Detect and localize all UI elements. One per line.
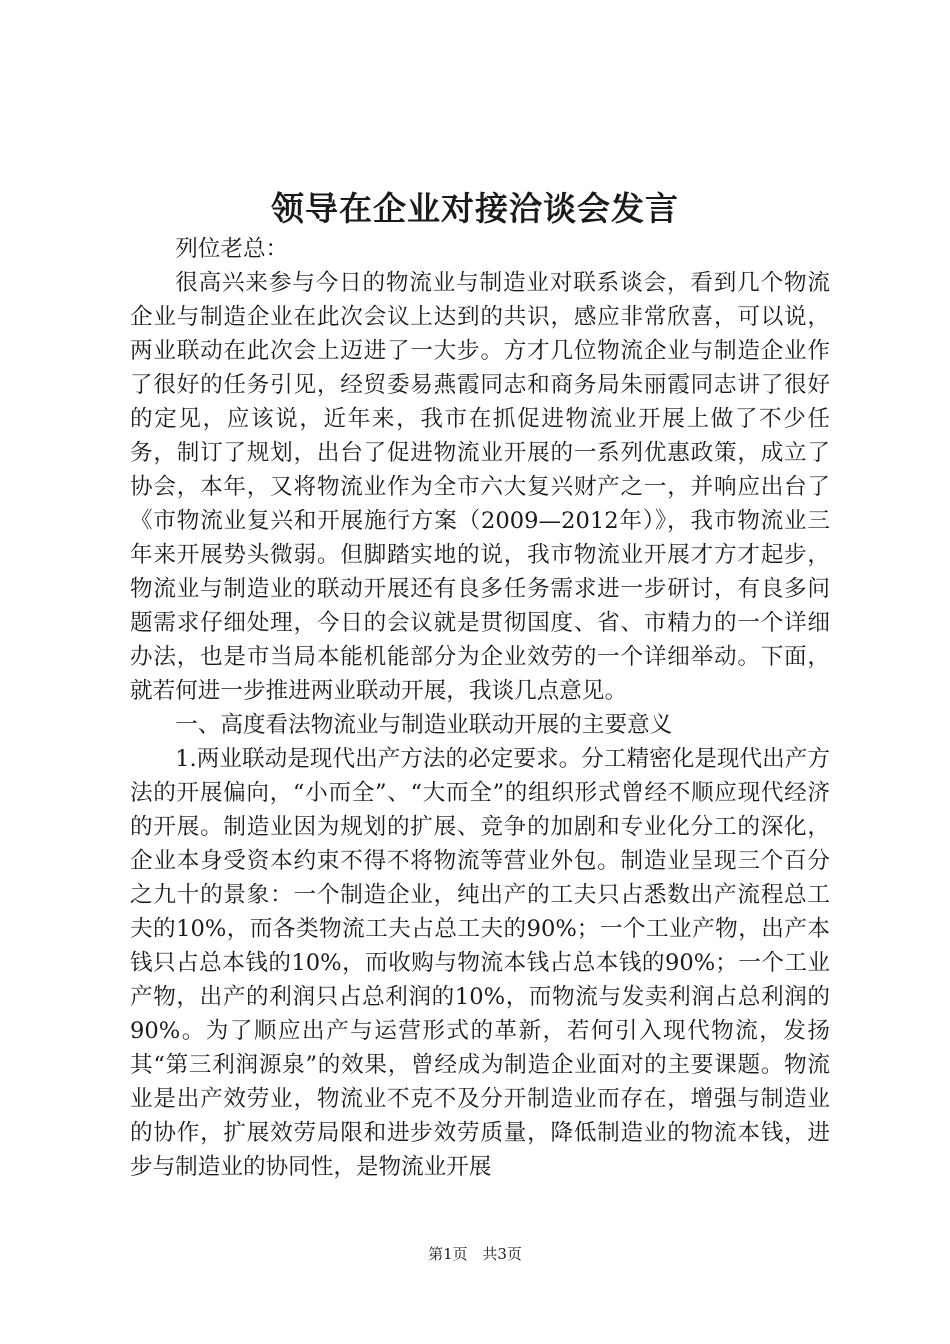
page-footer bbox=[0, 1244, 950, 1264]
page-number: 第1页 bbox=[428, 1245, 468, 1263]
document-body bbox=[130, 232, 830, 1184]
paragraph-point-1: 1.两业联动是现代出产方法的必定要求。分工精密化是现代出产方法的开展偏向，“小而全”、“大而全”的组织形式曾经不顺应现代经济的开展。制造业因为规划的扩展、竞争的加剧和专业化分工的深化，企业本身受资本约束不得不将物流等营业外包。制造业呈现三个百分之九十的景象：一个制造企业，纯出产的工夫只占悉数出产流程总工夫的10%，而各类物流工夫占总工夫的90%；一个工业产物，出产本钱只占总本钱的10%，而收购与物流本钱占总本钱的90%；一个工业产物，出产的利润只占总利润的10%，而物流与发卖利润占总利润的90%。为了顺应出产与运营形式的革新，若何引入现代物流，发扬其“第三利润源泉”的效果，曾经成为制造企业面对的主要课题。物流业是出产效劳业，物流业不克不及分开制造业而存在，增强与制造业的协作，扩展效劳局限和进步效劳质量，降低制造业的物流本钱，进步与制造业的协同性，是物流业开展 bbox=[130, 746, 830, 1180]
document-title: 领导在企业对接洽谈会发言 bbox=[271, 189, 679, 228]
paragraph-intro: 很高兴来参与今日的物流业与制造业对联系谈会，看到几个物流企业与制造企业在此次会议上达到的共识，感应非常欣喜，可以说，两业联动在此次会上迈进了一大步。方才几位物流企业与制造企业作了很好的任务引见，经贸委易燕霞同志和商务局朱丽霞同志讲了很好的定见，应该说，近年来，我市在抓促进物流业开展上做了不少任务，制订了规划，出台了促进物流业开展的一系列优惠政策，成立了协会，本年，又将物流业作为全市六大复兴财产之一，并响应出台了《市物流业复兴和开展施行方案（2009—2012年）》，我市物流业三年来开展势头微弱。但脚踏实地的说，我市物流业开展才方才起步，物流业与制造业的联动开展还有良多任务需求进一步研讨，有良多问题需求仔细处理，今日的会议就是贯彻国度、省、市精力的一个详细办法，也是市当局本能机能部分为企业效劳的一个详细举动。下面，就若何进一步推进两业联动开展，我谈几点意见。 bbox=[130, 270, 830, 704]
page-total: 共3页 bbox=[482, 1245, 522, 1263]
section-heading: 一、高度看法物流业与制造业联动开展的主要意义 bbox=[175, 712, 673, 738]
salutation: 列位老总： bbox=[175, 236, 289, 262]
